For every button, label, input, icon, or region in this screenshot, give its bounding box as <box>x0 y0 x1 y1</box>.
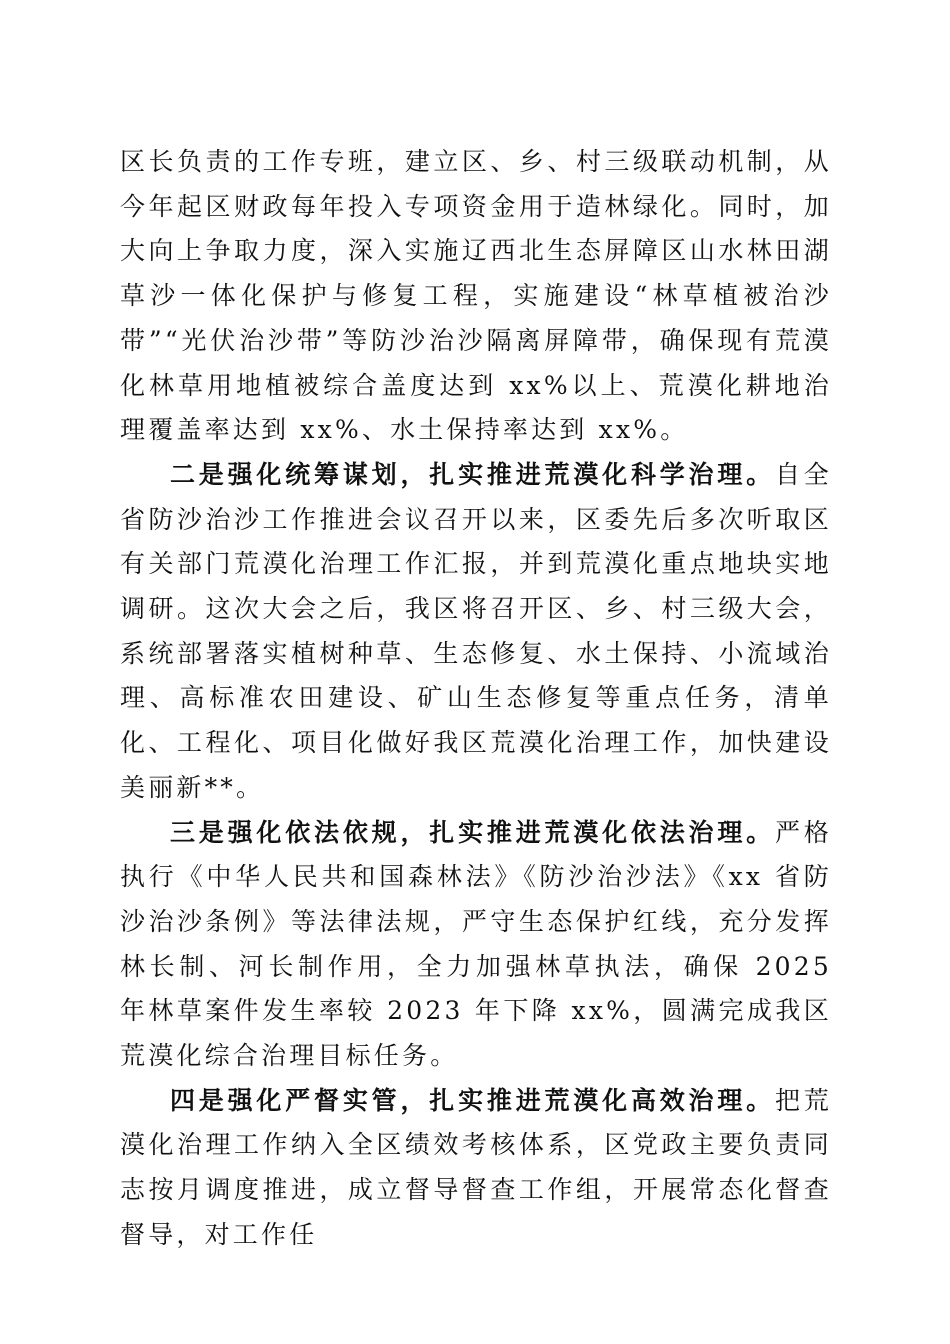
paragraph-text: 自全省防沙治沙工作推进会议召开以来，区委先后多次听取区有关部门荒漠化治理工作汇报，并到荒漠化重点地块实地调研。这次大会之后，我区将召开区、乡、村三级大会，系统部署落实植树种草、生态修复、水土保持、小流域治理、高标准农田建设、矿山生态修复等重点任务，清单化、工程化、项目化做好我区荒漠化治理工作，加快建设美丽新**。 <box>120 459 832 802</box>
paragraph-heading: 四是强化严督实管，扎实推进荒漠化高效治理。 <box>170 1085 775 1115</box>
paragraph-text: 把荒漠化治理工作纳入全区绩效考核体系，区党政主要负责同志按月调度推进，成立督导督查工作组，开展常态化督查督导，对工作任 <box>120 1085 832 1249</box>
paragraph-point-two <box>120 453 832 811</box>
paragraph-text: 区长负责的工作专班，建立区、乡、村三级联动机制，从今年起区财政每年投入专项资金用于造林绿化。同时，加大向上争取力度，深入实施辽西北生态屏障区山水林田湖草沙一体化保护与修复工程，实施建设“林草植被治沙带”“光伏治沙带”等防沙治沙隔离屏障带，确保现有荒漠化林草用地植被综合盖度达到 xx%以上、荒漠化耕地治理覆盖率达到 xx%、水土保持率达到 xx%。 <box>120 147 832 445</box>
paragraph-heading: 二是强化统筹谋划，扎实推进荒漠化科学治理。 <box>170 459 775 489</box>
paragraph-text: 严格执行《中华人民共和国森林法》《防沙治沙法》《xx 省防沙治沙条例》等法律法规，严守生态保护红线，充分发挥林长制、河长制作用，全力加强林草执法，确保 2025 年林草案件发生率较 2023 年下降 xx%，圆满完成我区荒漠化综合治理目标任务。 <box>120 817 832 1071</box>
paragraph-point-three <box>120 811 832 1079</box>
document-body <box>120 140 832 1258</box>
paragraph-heading: 三是强化依法依规，扎实推进荒漠化依法治理。 <box>170 817 775 847</box>
paragraph-point-four <box>120 1079 832 1258</box>
paragraph-continuation <box>120 140 832 453</box>
